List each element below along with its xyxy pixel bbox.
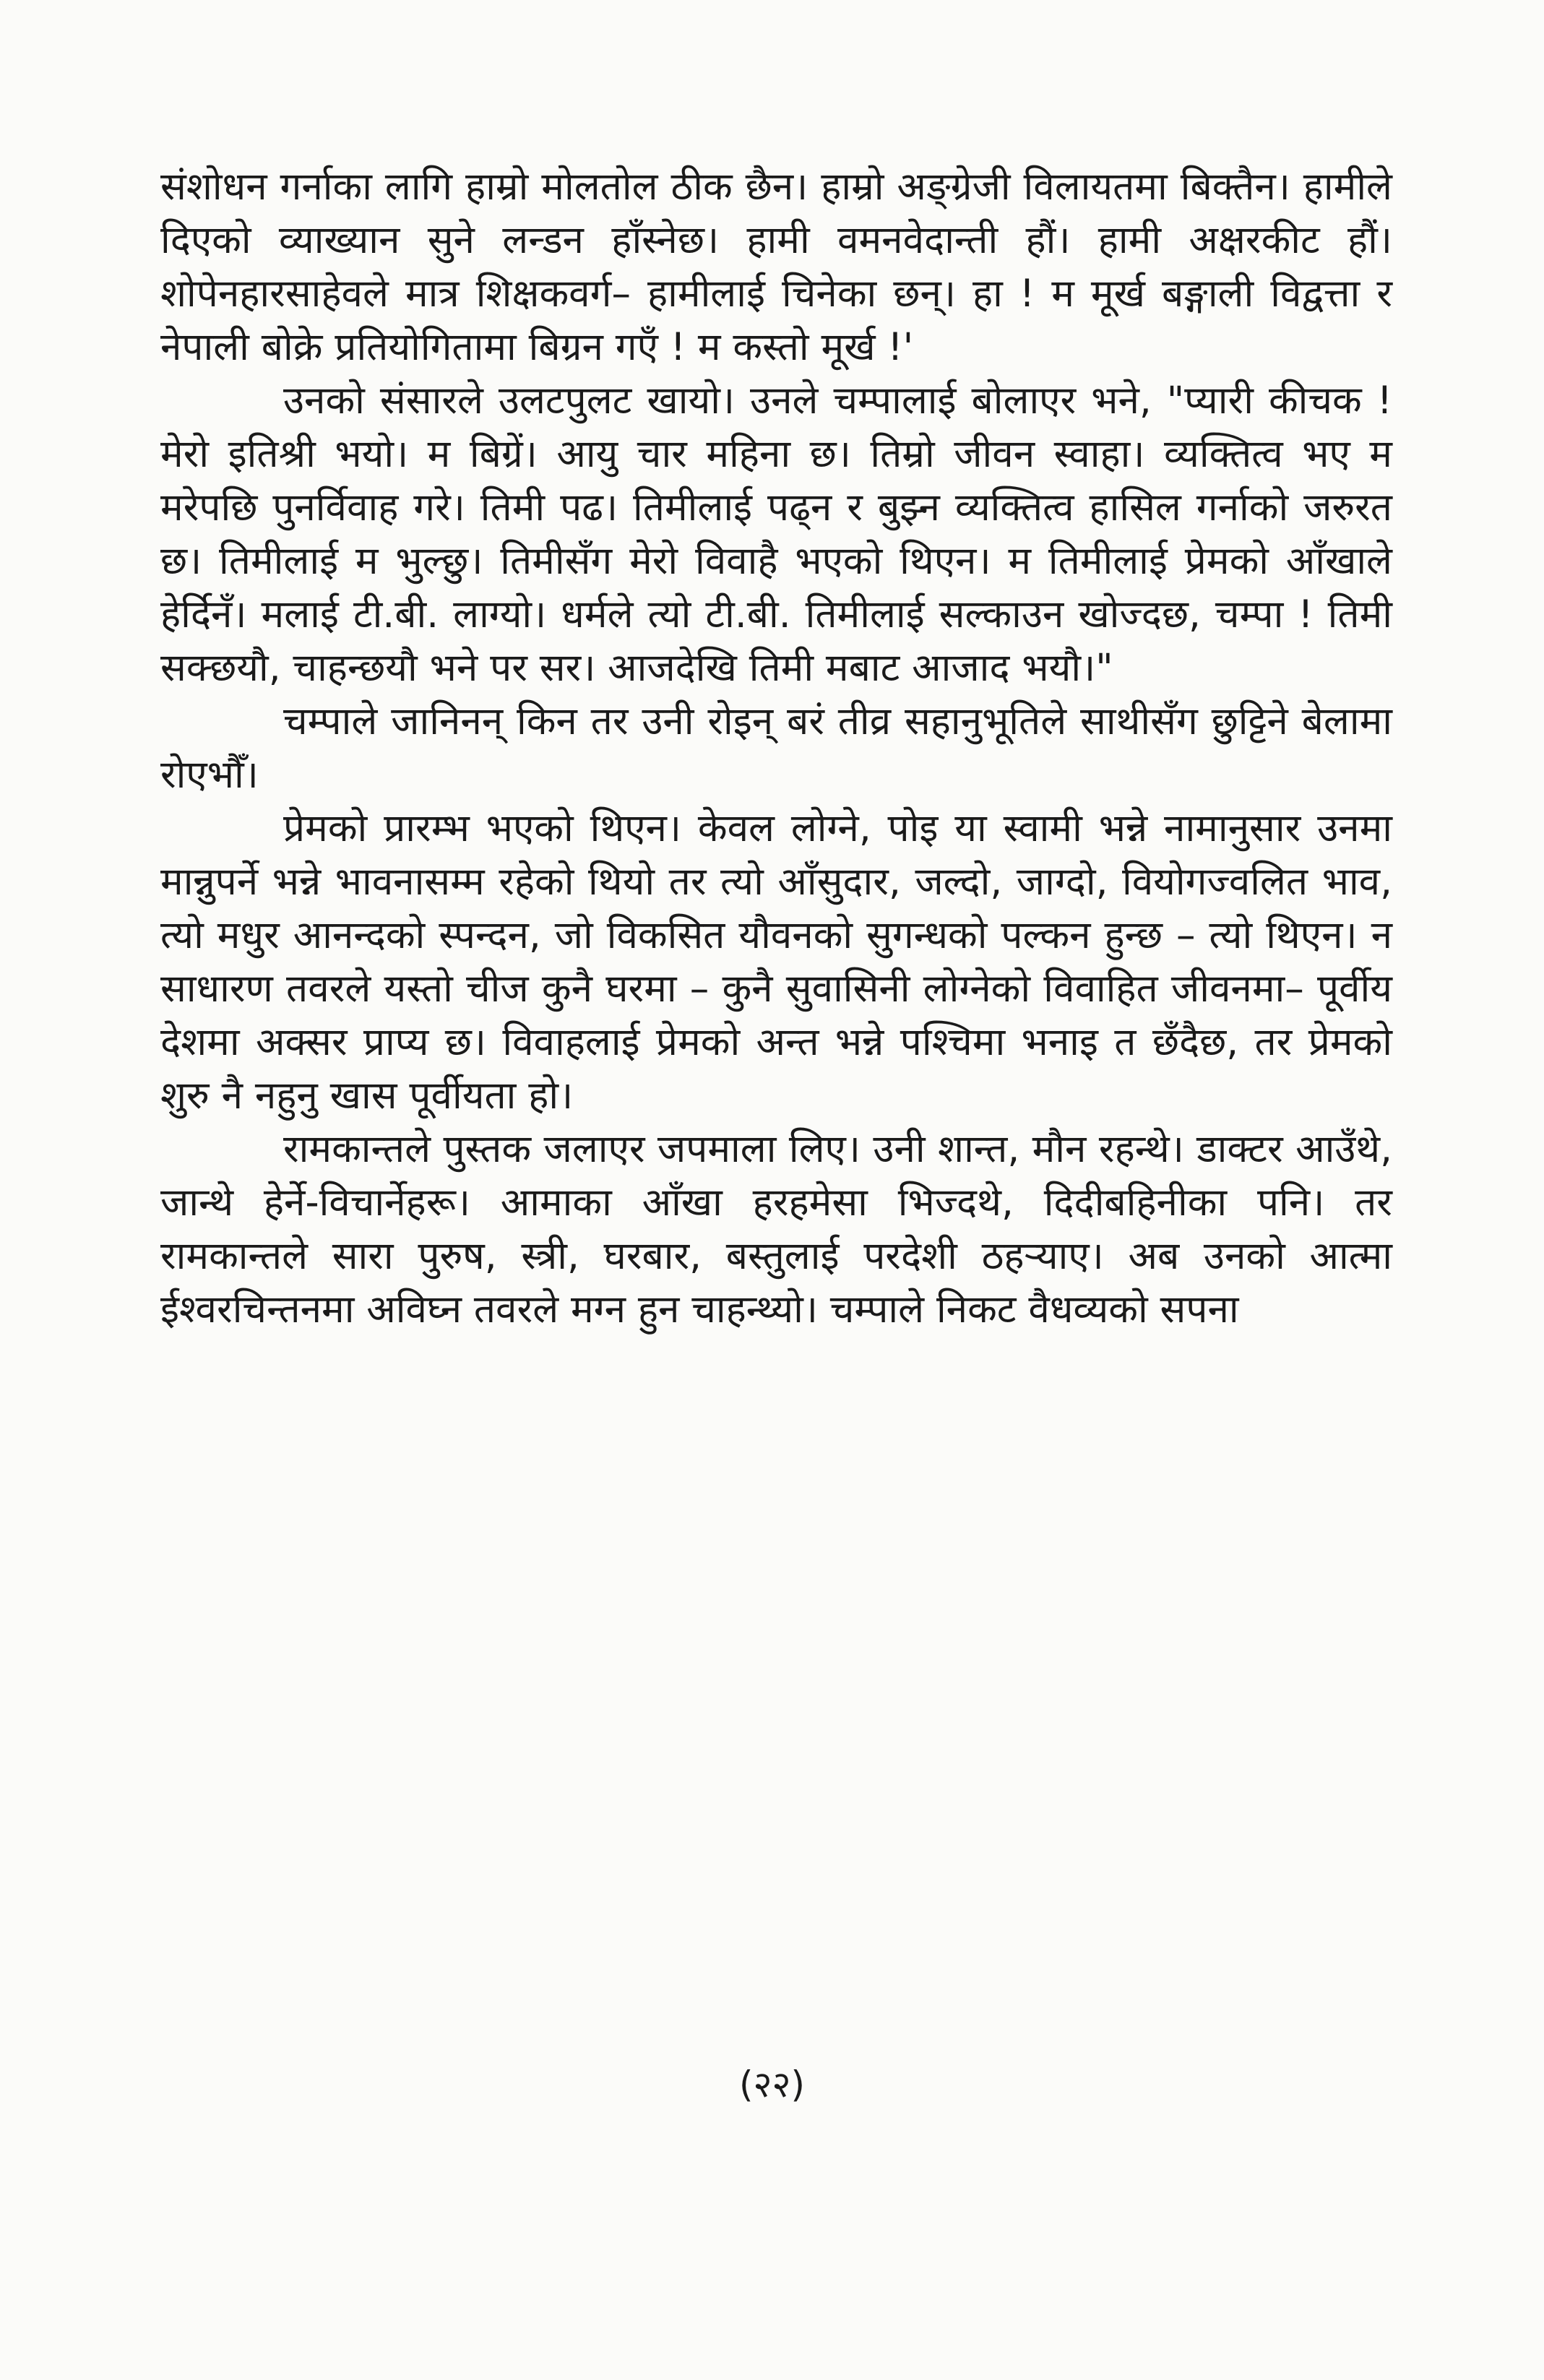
paragraph-2: उनको संसारले उलटपुलट खायो। उनले चम्पालाई बोलाएर भने, "प्यारी कीचक ! मेरो इतिश्री भयो। म बिग्रें। आयु चार महिना छ। तिम्रो जीवन स्वाहा। व्यक्तित्व भए म मरेपछि पुनर्विवाह गरे। तिमी पढ। तिमीलाई पढ्न र बुझ्न व्यक्तित्व हासिल गर्नाको जरुरत छ। तिमीलाई म भुल्छु। तिमीसँग मेरो विवाहै भएको थिएन। म तिमीलाई प्रेमको आँखाले हेर्दिनँ। मलाई टी.बी. लाग्यो। धर्मले त्यो टी.बी. तिमीलाई सल्काउन खोज्दछ, चम्पा ! तिमी सक्छयौ, चाहन्छयौ भने पर सर। आजदेखि तिमी मबाट आजाद भयौ।": [160, 379, 1392, 690]
page-number: (२२): [738, 2064, 805, 2105]
paragraph-3: चम्पाले जानिनन् किन तर उनी रोइन् बरं तीव्र सहानुभूतिले साथीसँग छुट्टिने बेलामा रोएभौँ।: [160, 699, 1392, 797]
paragraph-5: रामकान्तले पुस्तक जलाएर जपमाला लिए। उनी शान्त, मौन रहन्थे। डाक्टर आउँथे, जान्थे हेर्ने-विचार्नेहरू। आमाका आँखा हरहमेसा भिज्दथे, दिदीबहिनीका पनि। तर रामकान्तले सारा पुरुष, स्त्री, घरबार, बस्तुलाई परदेशी ठहऱ्याए। अब उनको आत्मा ईश्वरचिन्तनमा अविघ्न तवरले मग्न हुन चाहन्थ्यो। चम्पाले निकट वैधव्यको सपना: [160, 1127, 1392, 1332]
body-text: [160, 160, 1392, 1337]
paragraph-1: संशोधन गर्नाका लागि हाम्रो मोलतोल ठीक छैन। हाम्रो अङ्ग्रेजी विलायतमा बिक्तैन। हामीले दिएको व्याख्यान सुने लन्डन हाँस्नेछ। हामी वमनवेदान्ती हौं। हामी अक्षरकीट हौं। शोपेनहारसाहेवले मात्र शिक्षकवर्ग– हामीलाई चिनेका छन्। हा ! म मूर्ख बङ्गाली विद्वत्ता र नेपाली बोक्रे प्रतियोगितामा बिग्रन गएँ ! म कस्तो मूर्ख !': [160, 165, 1392, 369]
paragraph-4: प्रेमको प्रारम्भ भएको थिएन। केवल लोग्ने, पोइ या स्वामी भन्ने नामानुसार उनमा मान्नुपर्ने भन्ने भावनासम्म रहेको थियो तर त्यो आँसुदार, जल्दो, जाग्दो, वियोगज्वलित भाव, त्यो मधुर आनन्दको स्पन्दन, जो विकसित यौवनको सुगन्धको पल्कन हुन्छ – त्यो थिएन। न साधारण तवरले यस्तो चीज कुनै घरमा – कुनै सुवासिनी लोग्नेको विवाहित जीवनमा– पूर्वीय देशमा अक्सर प्राप्य छ। विवाहलाई प्रेमको अन्त भन्ने पश्चिमा भनाइ त छँदैछ, तर प्रेमको शुरु नै नहुनु खास पूर्वीयता हो।: [160, 806, 1392, 1118]
